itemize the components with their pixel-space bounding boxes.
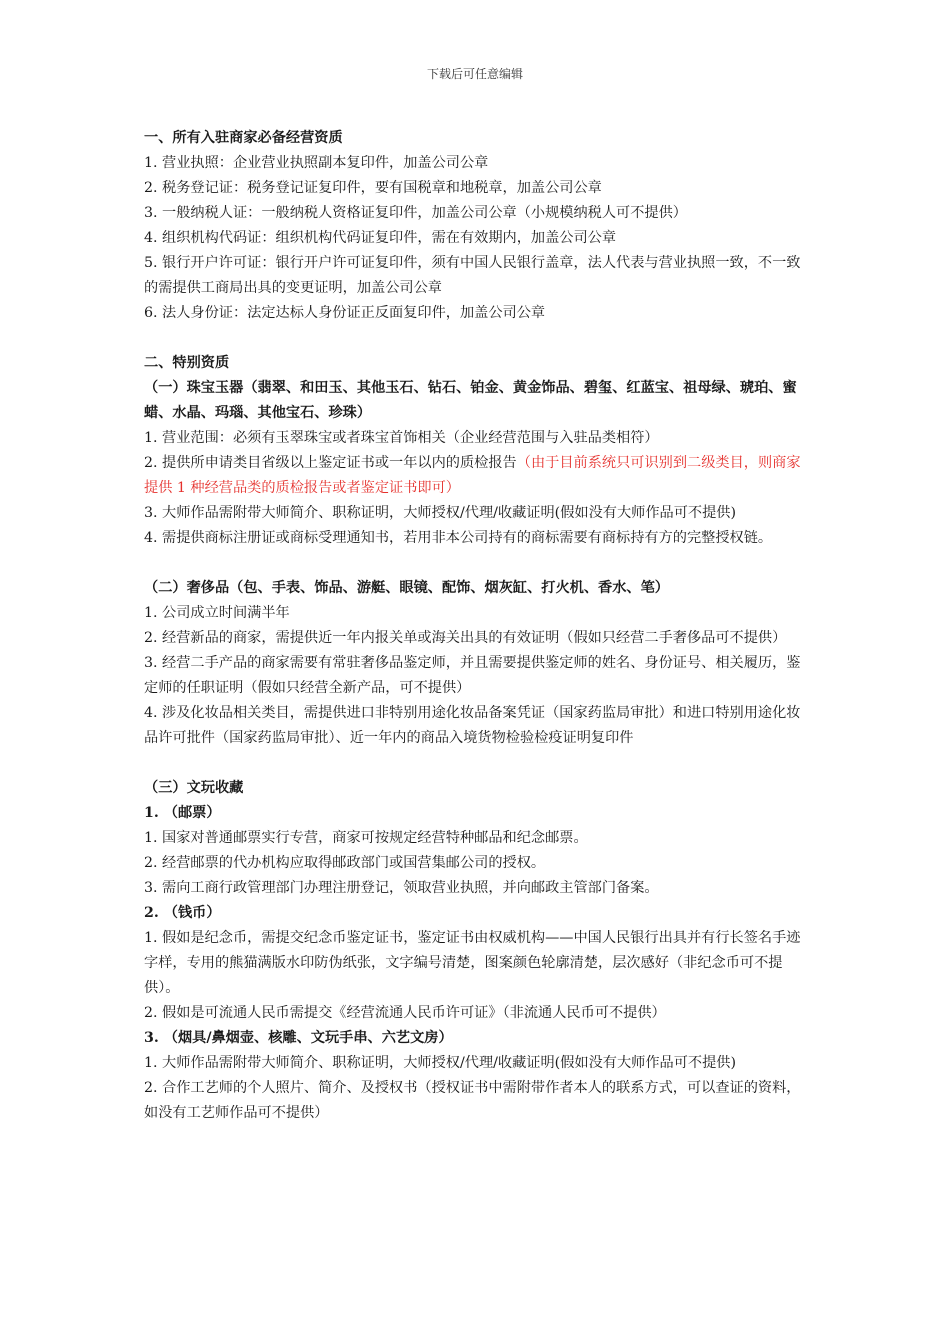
stamps-title: 1. （邮票） xyxy=(144,805,221,821)
jewelry-item-2-highlight: （由于目前系统只可识别到二级类目，则商家提供 1 种经营品类的质检报告或者鉴定证书即可） xyxy=(144,455,801,496)
s1-item-4: 4. 组织机构代码证：组织机构代码证复印件，需在有效期内，加盖公司公章 xyxy=(144,230,617,246)
spacer xyxy=(144,326,812,351)
subsection-jewelry-title: （一）珠宝玉器（翡翠、和田玉、其他玉石、钻石、铂金、黄金饰品、碧玺、红蓝宝、祖母绿、琥珀、蜜蜡、水晶、玛瑙、其他宝石、珍珠） xyxy=(144,380,797,421)
stamps-item-2: 2. 经营邮票的代办机构应取得邮政部门或国营集邮公司的授权。 xyxy=(144,855,546,871)
crafts-title: 3. （烟具/鼻烟壶、核雕、文玩手串、六艺文房） xyxy=(144,1030,453,1046)
section-2-title: 二、特别资质 xyxy=(144,355,230,371)
coins-title: 2. （钱币） xyxy=(144,905,221,921)
s1-item-5: 5. 银行开户许可证：银行开户许可证复印件，须有中国人民银行盖章，法人代表与营业执照一致，不一致的需提供工商局出具的变更证明，加盖公司公章 xyxy=(144,255,801,296)
luxury-item-4: 4. 涉及化妆品相关类目，需提供进口非特别用途化妆品备案凭证（国家药监局审批）和进口特别用途化妆品许可批件（国家药监局审批）、近一年内的商品入境货物检验检疫证明复印件 xyxy=(144,705,801,746)
s1-item-2: 2. 税务登记证：税务登记证复印件，要有国税章和地税章，加盖公司公章 xyxy=(144,180,602,196)
jewelry-item-3: 3. 大师作品需附带大师简介、职称证明，大师授权/代理/收藏证明(假如没有大师作品可不提供) xyxy=(144,505,736,521)
spacer xyxy=(144,551,812,576)
crafts-item-1: 1. 大师作品需附带大师简介、职称证明，大师授权/代理/收藏证明(假如没有大师作品可不提供) xyxy=(144,1055,736,1071)
spacer xyxy=(144,751,812,776)
luxury-item-2: 2. 经营新品的商家，需提供近一年内报关单或海关出具的有效证明（假如只经营二手奢侈品可不提供） xyxy=(144,630,787,646)
stamps-item-1: 1. 国家对普通邮票实行专营，商家可按规定经营特种邮品和纪念邮票。 xyxy=(144,830,588,846)
crafts-item-2: 2. 合作工艺师的个人照片、简介、及授权书（授权证书中需附带作者本人的联系方式，可以查证的资料，如没有工艺师作品可不提供） xyxy=(144,1080,801,1121)
s1-item-3: 3. 一般纳税人证：一般纳税人资格证复印件，加盖公司公章（小规模纳税人可不提供） xyxy=(144,205,687,221)
coins-item-1: 1. 假如是纪念币，需提交纪念币鉴定证书，鉴定证书由权威机构——中国人民银行出具并有行长签名手迹字样，专用的熊猫满版水印防伪纸张，文字编号清楚，图案颜色轮廓清楚，层次感好（非纪念币可不提供）。 xyxy=(144,930,801,996)
jewelry-item-2-text: 2. 提供所申请类目省级以上鉴定证书或一年以内的质检报告 xyxy=(144,455,517,471)
jewelry-item-2 xyxy=(144,451,812,501)
coins-item-2: 2. 假如是可流通人民币需提交《经营流通人民币许可证》（非流通人民币可不提供） xyxy=(144,1005,666,1021)
stamps-item-3: 3. 需向工商行政管理部门办理注册登记，领取营业执照，并向邮政主管部门备案。 xyxy=(144,880,659,896)
jewelry-item-1: 1. 营业范围：必须有玉翠珠宝或者珠宝首饰相关（企业经营范围与入驻品类相符） xyxy=(144,430,659,446)
document-body xyxy=(144,126,812,1126)
page-header: 下载后可任意编辑 xyxy=(426,67,523,81)
s1-item-6: 6. 法人身份证：法定达标人身份证正反面复印件，加盖公司公章 xyxy=(144,305,546,321)
subsection-luxury-title: （二）奢侈品（包、手表、饰品、游艇、眼镜、配饰、烟灰缸、打火机、香水、笔） xyxy=(144,580,669,596)
subsection-collectibles-title: （三）文玩收藏 xyxy=(144,780,244,796)
s1-item-1: 1. 营业执照：企业营业执照副本复印件，加盖公司公章 xyxy=(144,155,489,171)
luxury-item-3: 3. 经营二手产品的商家需要有常驻奢侈品鉴定师，并且需要提供鉴定师的姓名、身份证号、相关履历，鉴定师的任职证明（假如只经营全新产品，可不提供） xyxy=(144,655,801,696)
jewelry-item-4: 4. 需提供商标注册证或商标受理通知书，若用非本公司持有的商标需要有商标持有方的完整授权链。 xyxy=(144,530,773,546)
luxury-item-1: 1. 公司成立时间满半年 xyxy=(144,605,290,621)
section-1-title: 一、所有入驻商家必备经营资质 xyxy=(144,130,343,146)
